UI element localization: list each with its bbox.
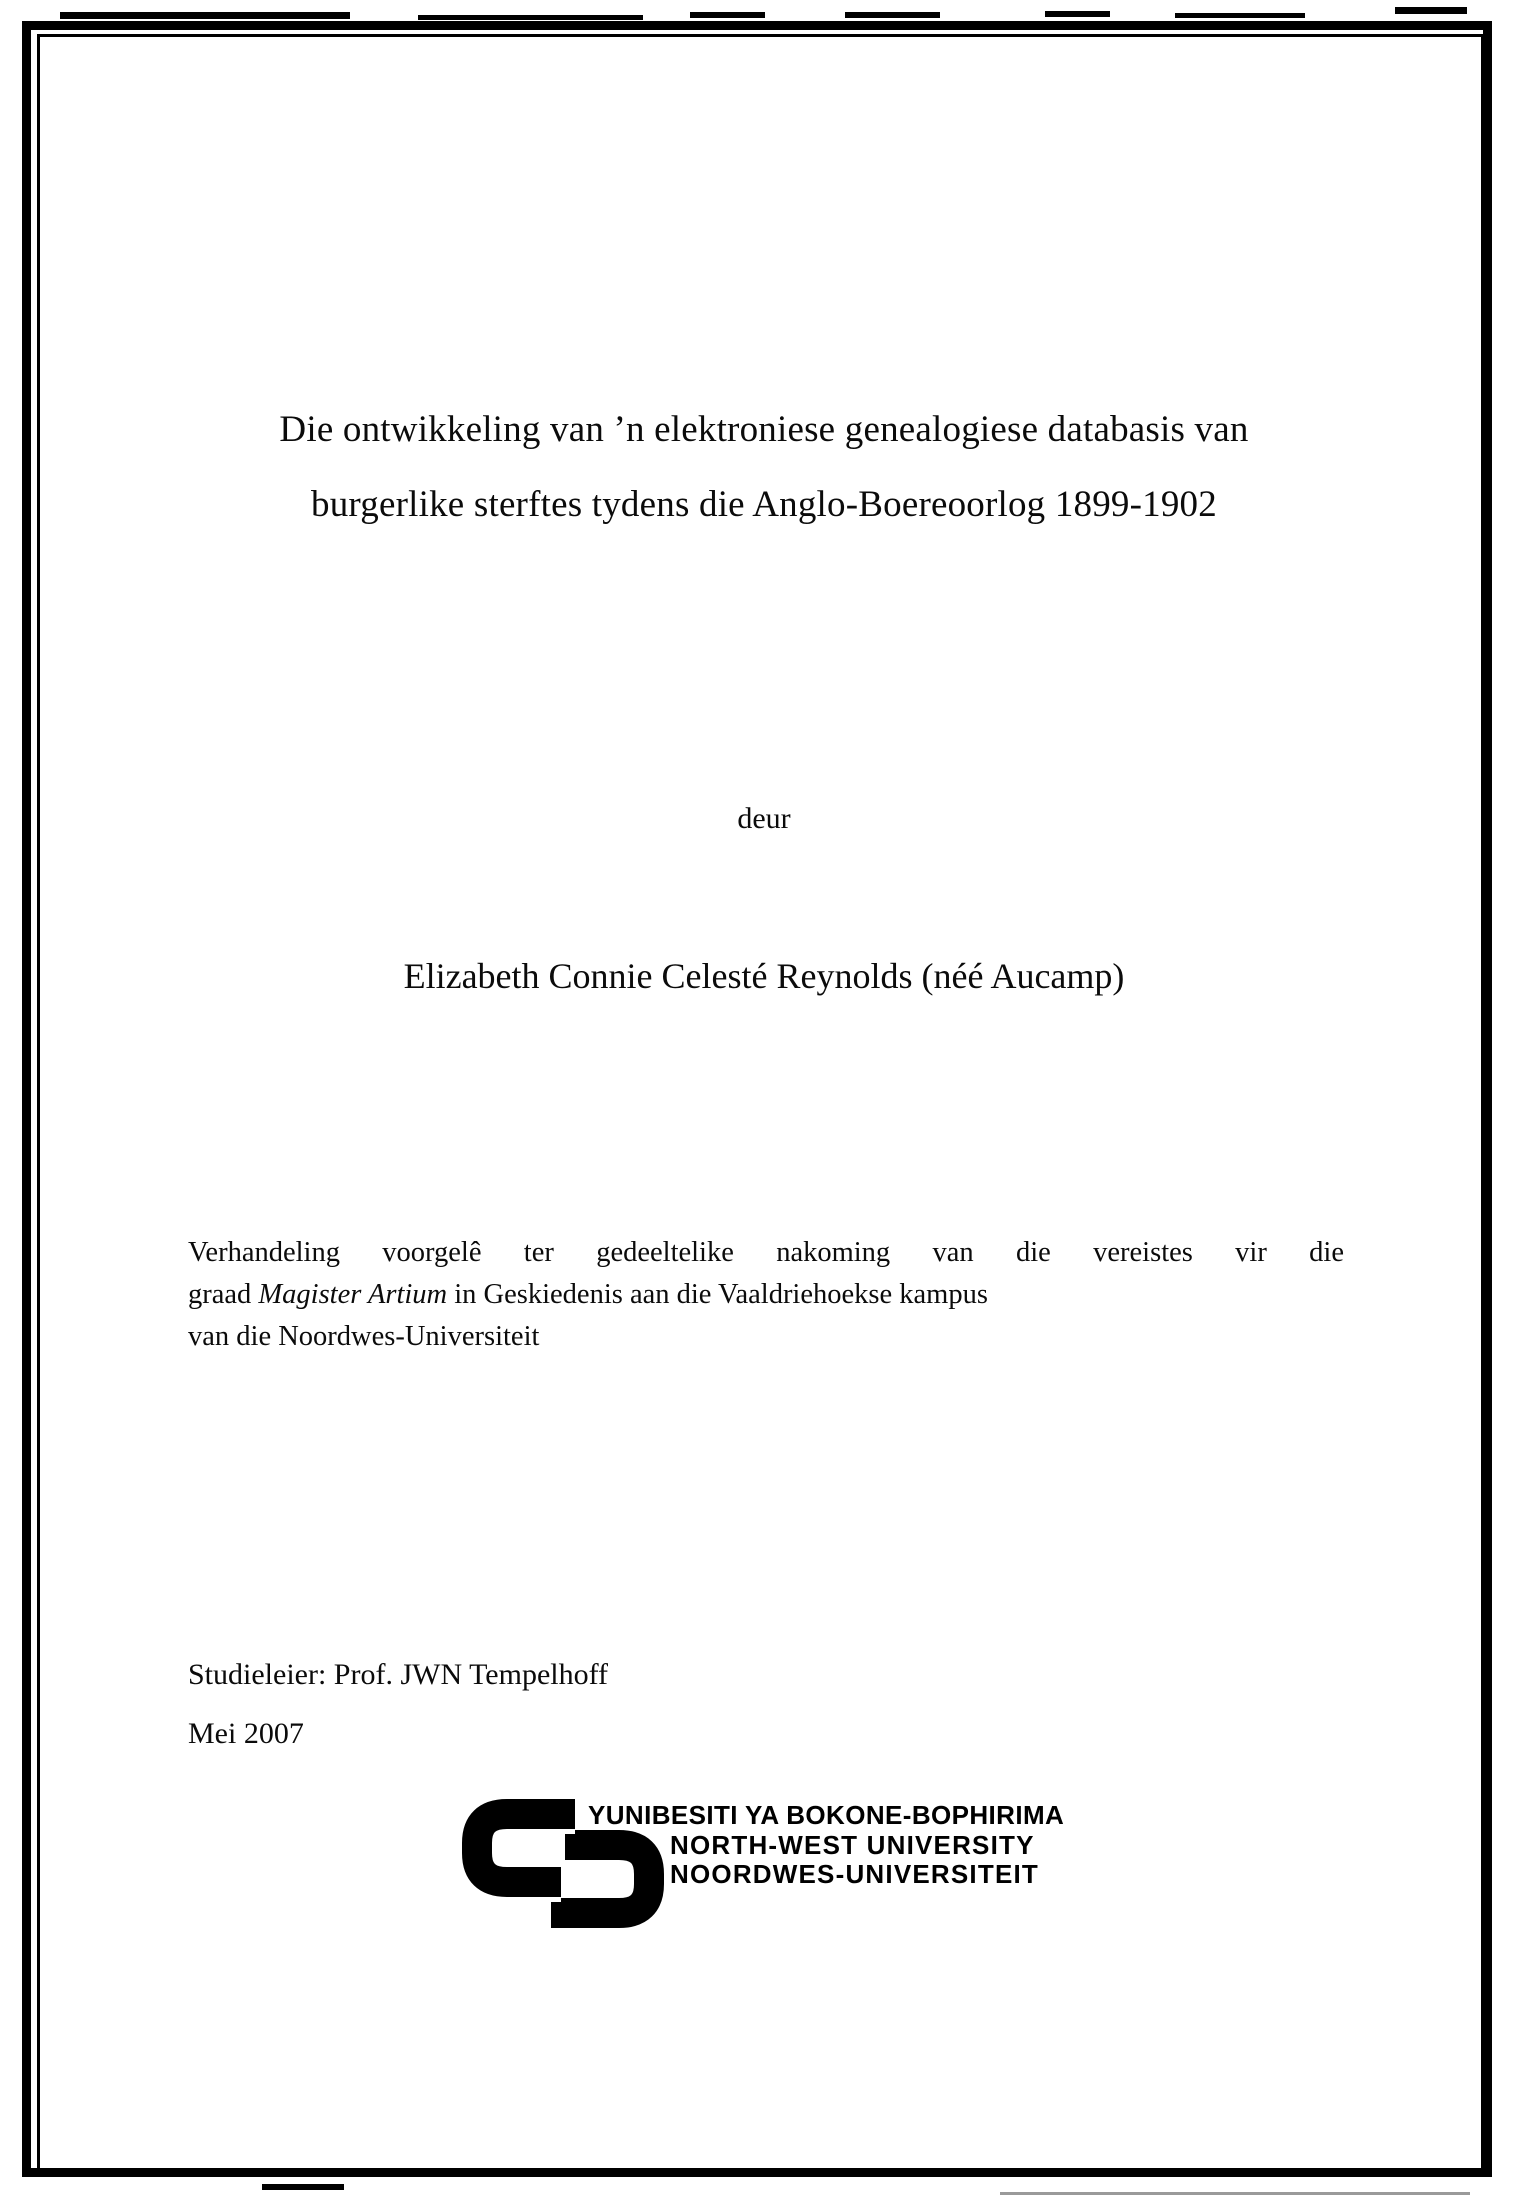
scan-artifact — [1395, 7, 1467, 14]
scan-artifact — [418, 15, 643, 20]
scan-artifact — [262, 2184, 344, 2190]
statement-line2-suffix: in Geskiedenis aan die Vaaldriehoekse kampus — [447, 1279, 988, 1310]
thesis-title-line-1: Die ontwikkeling van ’n elektroniese genealogiese databasis van — [279, 409, 1249, 450]
scan-artifact — [1175, 13, 1305, 18]
scan-artifact — [690, 12, 765, 18]
degree-statement — [188, 1232, 1344, 1358]
university-logo — [462, 1796, 1102, 1936]
statement-line2-prefix: graad — [188, 1279, 259, 1310]
advisor-block — [188, 1645, 1088, 1763]
logo-line-english: NORTH-WEST UNIVERSITY — [670, 1829, 1035, 1860]
advisor-line: Studieleier: Prof. JWN Tempelhoff — [188, 1658, 609, 1691]
logo-line-setswana: YUNIBESITI YA BOKONE-BOPHIRIMA — [588, 1800, 1065, 1830]
author-name: Elizabeth Connie Celesté Reynolds (néé Aucamp) — [403, 956, 1125, 996]
thesis-title-line-2: burgerlike sterftes tydens die Anglo-Boereoorlog 1899-1902 — [311, 484, 1217, 525]
scan-artifact — [1000, 2192, 1470, 2195]
scan-artifact — [1045, 11, 1110, 17]
degree-name-italic: Magister Artium — [258, 1279, 448, 1310]
thesis-title — [184, 392, 1344, 542]
logo-line-afrikaans: NOORDWES-UNIVERSITEIT — [670, 1859, 1039, 1889]
scan-artifact — [60, 12, 350, 19]
degree-statement-line-1: Verhandeling voorgelê ter gedeeltelike nakoming van die vereistes vir die — [188, 1237, 1344, 1268]
date-line: Mei 2007 — [188, 1717, 304, 1750]
degree-statement-line-2 — [188, 1274, 1344, 1316]
university-logo-text — [588, 1801, 1098, 1890]
scan-artifact — [845, 12, 940, 18]
degree-statement-line-3: van die Noordwes-Universiteit — [188, 1321, 540, 1352]
byline-label: deur — [737, 802, 791, 835]
